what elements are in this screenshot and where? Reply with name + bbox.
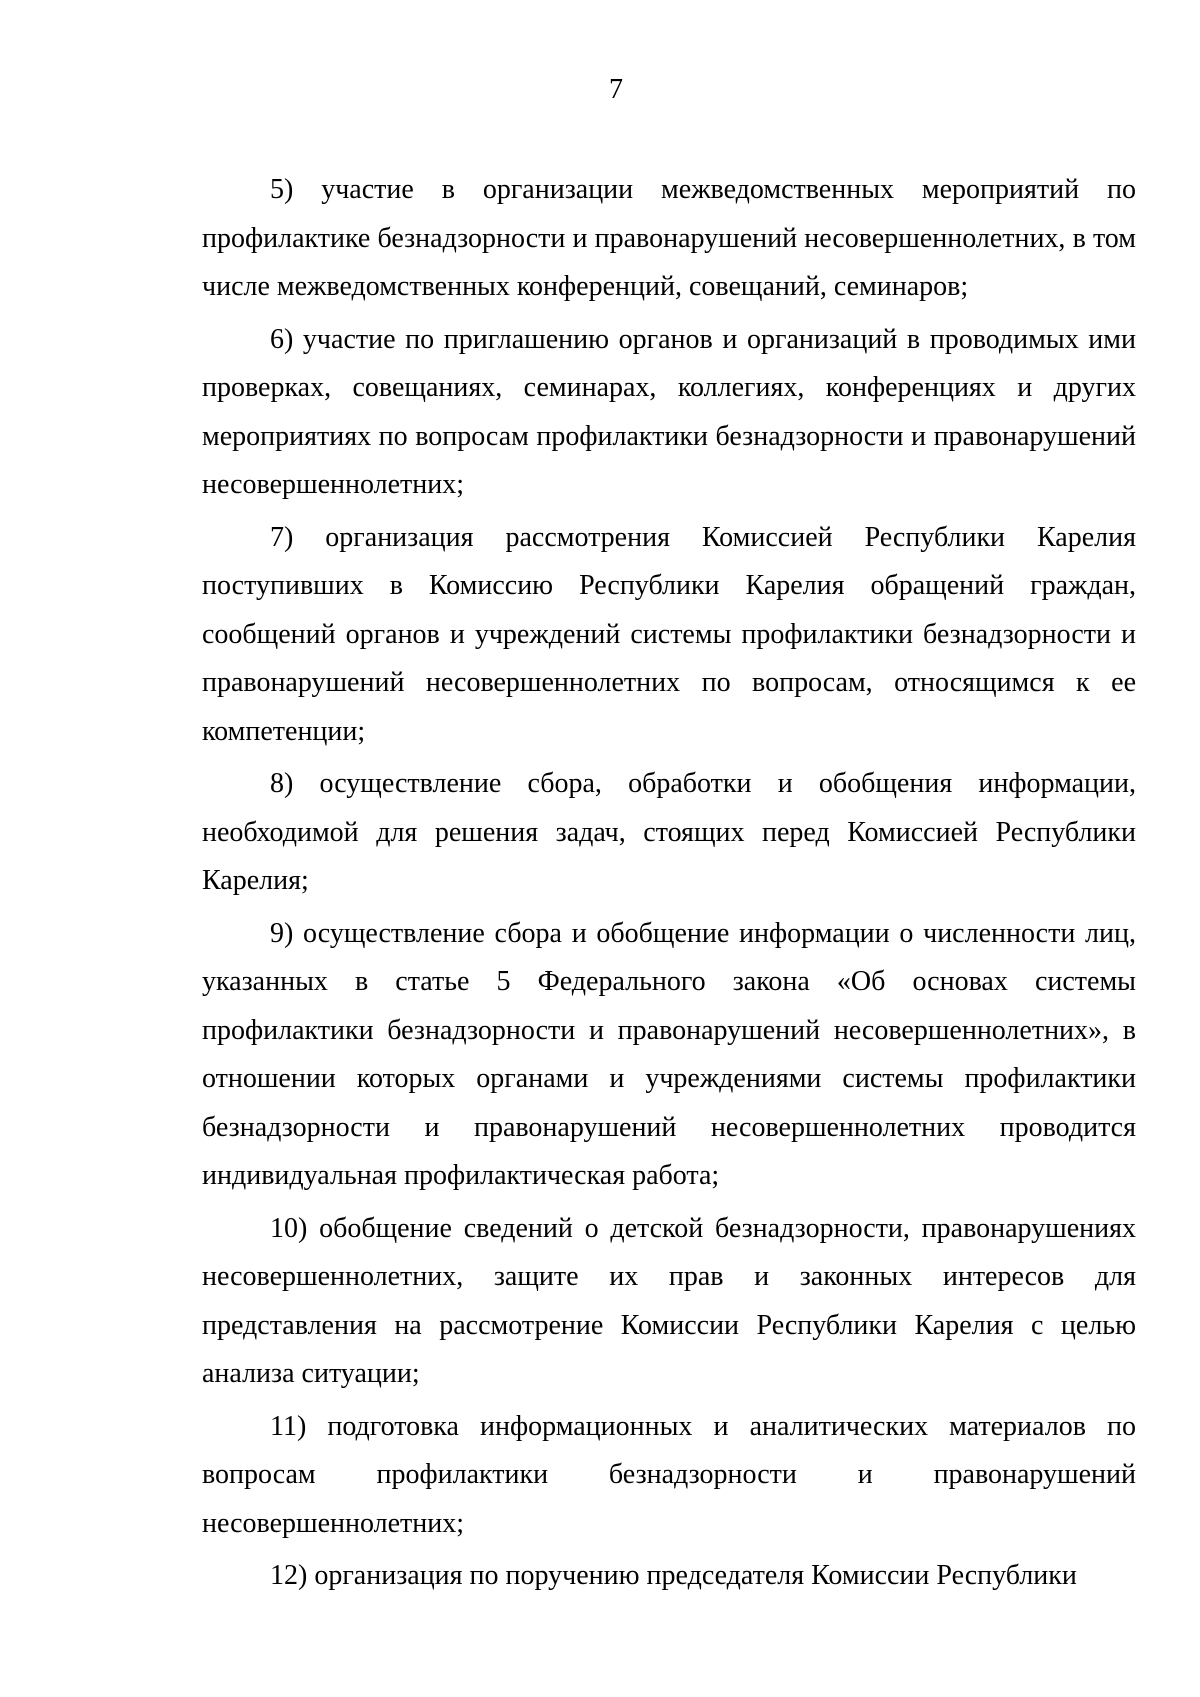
document-body (202, 166, 1136, 1605)
paragraph-item-7: 7) организация рассмотрения Комиссией Республики Карелия поступивших в Комиссию Республики Карелия обращений граждан, сообщений органов и учреждений системы профилактики безнадзорности и правонарушений несовершеннолетних по вопросам, относящимся к ее компетенции; (202, 521, 1136, 747)
paragraph-item-12: 12) организация по поручению председателя Комиссии Республики (270, 1560, 1077, 1591)
paragraph-item-11: 11) подготовка информационных и аналитических материалов по вопросам профилактики безнадзорности и правонарушений несовершеннолетних; (202, 1410, 1136, 1539)
paragraph-item-9: 9) осуществление сбора и обобщение информации о численности лиц, указанных в статье 5 Федерального закона «Об основах системы профилактики безнадзорности и правонарушений несовершеннолетних», в отношении которых органами и учреждениями системы профилактики безнадзорности и правонарушений несовершеннолетних проводится индивидуальная профилактическая работа; (202, 917, 1136, 1191)
paragraph-item-10: 10) обобщение сведений о детской безнадзорности, правонарушениях несовершеннолетних, защите их прав и законных интересов для представления на рассмотрение Комиссии Республики Карелия с целью анализа ситуации; (202, 1212, 1136, 1389)
paragraph-item-8: 8) осуществление сбора, обработки и обобщения информации, необходимой для решения задач, стоящих перед Комиссией Республики Карелия; (202, 768, 1136, 896)
paragraph-item-6: 6) участие по приглашению органов и организаций в проводимых ими проверках, совещаниях, семинарах, коллегиях, конференциях и других мероприятиях по вопросам профилактики безнадзорности и правонарушений несовершеннолетних; (202, 323, 1136, 500)
page-number: 7 (609, 74, 623, 105)
paragraph-item-5: 5) участие в организации межведомственных мероприятий по профилактике безнадзорности и правонарушений несовершеннолетних, в том числе межведомственных конференций, совещаний, семинаров; (202, 174, 1136, 302)
